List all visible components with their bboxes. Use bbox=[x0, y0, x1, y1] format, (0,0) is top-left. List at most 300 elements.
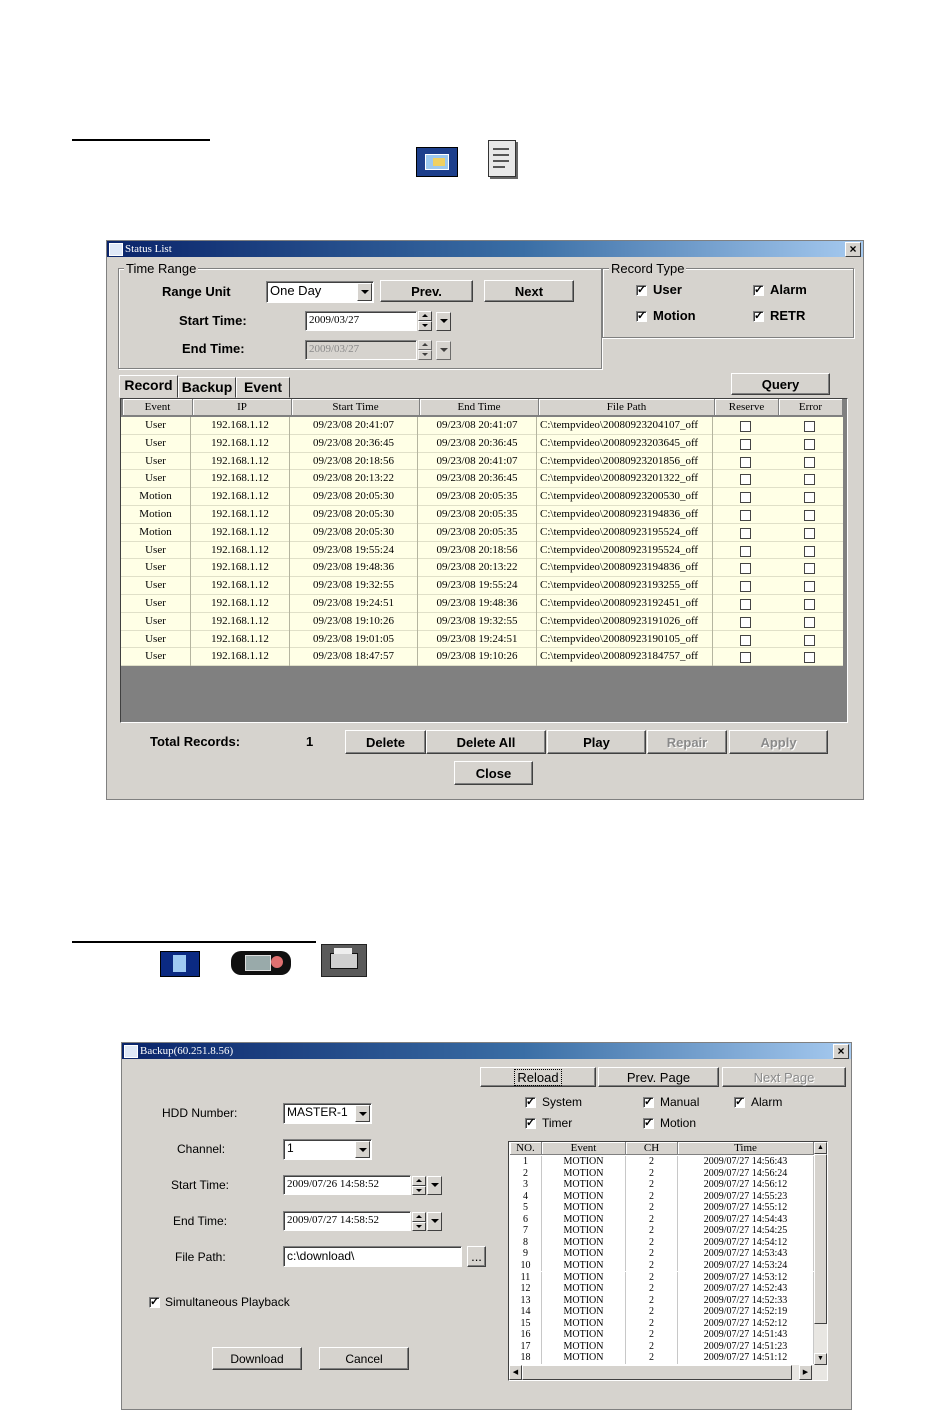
list-cell: 8 bbox=[510, 1237, 542, 1249]
table-cell: 192.168.1.12 bbox=[191, 488, 290, 506]
list-cell: 2009/07/27 14:53:24 bbox=[678, 1260, 814, 1272]
col-file-path[interactable]: File Path bbox=[539, 399, 715, 416]
list-cell: 2 bbox=[510, 1168, 542, 1180]
apply-button[interactable]: Apply bbox=[729, 730, 828, 754]
table-row[interactable] bbox=[121, 577, 843, 595]
list-cell: 2009/07/27 14:56:43 bbox=[678, 1156, 814, 1168]
list-cell: 2009/07/27 14:52:33 bbox=[678, 1295, 814, 1307]
table-cell: C:\tempvideo\20080923192451_off bbox=[537, 595, 713, 613]
total-records-label: Total Records: bbox=[150, 734, 241, 749]
list-cell: 2 bbox=[626, 1225, 678, 1237]
reserve-checkbox[interactable] bbox=[740, 563, 751, 574]
table-cell: C:\tempvideo\20080923191026_off bbox=[537, 613, 713, 631]
status-list-window bbox=[106, 240, 864, 800]
list-item[interactable] bbox=[509, 1352, 814, 1364]
error-checkbox[interactable] bbox=[804, 617, 815, 628]
backup-title: Backup(60.251.8.56) bbox=[140, 1045, 234, 1057]
list-item[interactable] bbox=[509, 1214, 814, 1226]
table-cell: 09/23/08 20:13:22 bbox=[290, 470, 418, 488]
scroll-thumb[interactable] bbox=[814, 1154, 827, 1324]
backup-start-time-spinner[interactable] bbox=[412, 1176, 426, 1195]
reserve-checkbox[interactable] bbox=[740, 474, 751, 485]
table-cell: 09/23/08 20:41:07 bbox=[418, 453, 537, 471]
table-row[interactable] bbox=[121, 453, 843, 471]
end-time-spinner bbox=[418, 340, 432, 360]
list-cell: MOTION bbox=[542, 1191, 626, 1203]
backup-motion-checkbox-label: Motion bbox=[660, 1116, 697, 1130]
close-icon[interactable]: × bbox=[833, 1044, 849, 1059]
table-cell: 192.168.1.12 bbox=[191, 613, 290, 631]
list-item[interactable] bbox=[509, 1168, 814, 1180]
simultaneous-playback-label: Simultaneous Playback bbox=[165, 1295, 290, 1309]
table-cell: 09/23/08 20:41:07 bbox=[418, 417, 537, 435]
table-cell: 09/23/08 20:05:35 bbox=[418, 506, 537, 524]
table-cell: 09/23/08 19:55:24 bbox=[418, 577, 537, 595]
section-underline-2 bbox=[72, 941, 316, 943]
list-cell: MOTION bbox=[542, 1202, 626, 1214]
list-cell: 2009/07/27 14:52:19 bbox=[678, 1306, 814, 1318]
list-cell: 2009/07/27 14:52:12 bbox=[678, 1318, 814, 1330]
reserve-checkbox[interactable] bbox=[740, 492, 751, 503]
table-cell: 192.168.1.12 bbox=[191, 595, 290, 613]
table-cell: User bbox=[121, 417, 191, 435]
table-cell: Motion bbox=[121, 506, 191, 524]
list-cell: MOTION bbox=[542, 1156, 626, 1168]
chevron-down-icon[interactable] bbox=[355, 1141, 370, 1158]
table-cell: 09/23/08 19:48:36 bbox=[418, 595, 537, 613]
end-time-label: End Time: bbox=[182, 341, 245, 356]
scroll-right-icon[interactable]: ▶ bbox=[799, 1365, 812, 1380]
table-cell: 09/23/08 20:05:30 bbox=[290, 488, 418, 506]
table-cell: 09/23/08 19:01:05 bbox=[290, 631, 418, 649]
hdd-number-label: HDD Number: bbox=[162, 1106, 238, 1120]
record-table bbox=[120, 398, 848, 723]
scroll-left-icon[interactable]: ◀ bbox=[509, 1365, 522, 1380]
end-time-field: 2009/03/27 bbox=[305, 340, 417, 360]
delete-button[interactable]: Delete bbox=[345, 730, 426, 754]
col-error[interactable]: Error bbox=[779, 399, 843, 416]
table-cell: 09/23/08 20:36:45 bbox=[290, 435, 418, 453]
backup-titlebar bbox=[122, 1043, 851, 1059]
col-no[interactable]: NO. bbox=[510, 1142, 542, 1155]
table-row[interactable] bbox=[121, 470, 843, 488]
list-cell: 2 bbox=[626, 1341, 678, 1353]
table-row[interactable] bbox=[121, 542, 843, 560]
manual-checkbox[interactable]: ✓ bbox=[644, 1096, 654, 1108]
window-icon bbox=[109, 243, 123, 256]
window-icon bbox=[124, 1045, 138, 1058]
table-cell: User bbox=[121, 577, 191, 595]
list-cell: MOTION bbox=[542, 1318, 626, 1330]
list-cell: 2 bbox=[626, 1237, 678, 1249]
table-cell: 09/23/08 18:47:57 bbox=[290, 648, 418, 666]
list-cell: 2 bbox=[626, 1179, 678, 1191]
list-cell: MOTION bbox=[542, 1329, 626, 1341]
table-cell: C:\tempvideo\20080923190105_off bbox=[537, 631, 713, 649]
scroll-up-icon[interactable]: ▲ bbox=[814, 1142, 827, 1154]
backup-alarm-checkbox-label: Alarm bbox=[751, 1095, 783, 1109]
list-item[interactable] bbox=[509, 1283, 814, 1295]
manual-checkbox-label: Manual bbox=[660, 1095, 700, 1109]
reload-button[interactable]: Reload bbox=[480, 1067, 596, 1087]
retr-checkbox-label: RETR bbox=[770, 308, 806, 323]
list-item[interactable] bbox=[509, 1202, 814, 1214]
list-cell: 2 bbox=[626, 1329, 678, 1341]
printer-icon bbox=[321, 944, 367, 977]
list-item[interactable] bbox=[509, 1295, 814, 1307]
table-row[interactable] bbox=[121, 417, 843, 435]
table-cell: Motion bbox=[121, 488, 191, 506]
table-cell: 09/23/08 20:36:45 bbox=[418, 435, 537, 453]
table-cell: User bbox=[121, 453, 191, 471]
list-cell: 2 bbox=[626, 1295, 678, 1307]
table-cell: 192.168.1.12 bbox=[191, 648, 290, 666]
table-cell: 192.168.1.12 bbox=[191, 559, 290, 577]
time-range-label: Time Range bbox=[126, 261, 197, 276]
table-cell: 09/23/08 19:24:51 bbox=[418, 631, 537, 649]
col-backup-event[interactable]: Event bbox=[542, 1142, 626, 1155]
list-cell: 2 bbox=[626, 1352, 678, 1364]
list-cell: 4 bbox=[510, 1191, 542, 1203]
list-cell: 2009/07/27 14:54:25 bbox=[678, 1225, 814, 1237]
reserve-checkbox[interactable] bbox=[740, 510, 751, 521]
reserve-checkbox[interactable] bbox=[740, 635, 751, 646]
retr-checkbox[interactable]: ✓ bbox=[754, 310, 764, 322]
table-cell: 09/23/08 20:18:56 bbox=[418, 542, 537, 560]
record-type-group bbox=[602, 268, 854, 338]
list-cell: 2 bbox=[626, 1306, 678, 1318]
list-cell: 2 bbox=[626, 1260, 678, 1272]
error-checkbox[interactable] bbox=[804, 421, 815, 432]
tab-event[interactable]: Event bbox=[236, 377, 290, 398]
list-cell: 2009/07/27 14:51:43 bbox=[678, 1329, 814, 1341]
table-row[interactable] bbox=[121, 595, 843, 613]
table-row[interactable] bbox=[121, 559, 843, 577]
table-row[interactable] bbox=[121, 613, 843, 631]
start-time-dropdown[interactable] bbox=[436, 312, 451, 331]
error-checkbox[interactable] bbox=[804, 635, 815, 646]
list-item[interactable] bbox=[509, 1191, 814, 1203]
table-cell: 192.168.1.12 bbox=[191, 542, 290, 560]
table-cell: Motion bbox=[121, 524, 191, 542]
list-cell: 2009/07/27 14:52:43 bbox=[678, 1283, 814, 1295]
table-cell: 09/23/08 20:05:30 bbox=[290, 524, 418, 542]
list-cell: MOTION bbox=[542, 1260, 626, 1272]
start-time-field[interactable]: 2009/03/27 bbox=[305, 311, 417, 331]
backup-start-time-dropdown[interactable] bbox=[427, 1176, 442, 1195]
list-cell: MOTION bbox=[542, 1248, 626, 1260]
error-checkbox[interactable] bbox=[804, 581, 815, 592]
table-cell: 192.168.1.12 bbox=[191, 506, 290, 524]
table-cell: C:\tempvideo\20080923195524_off bbox=[537, 524, 713, 542]
system-checkbox[interactable]: ✓ bbox=[526, 1096, 536, 1108]
browse-button[interactable]: ... bbox=[467, 1246, 486, 1267]
vertical-scrollbar[interactable] bbox=[814, 1142, 827, 1365]
list-cell: MOTION bbox=[542, 1352, 626, 1364]
table-cell: 09/23/08 20:05:30 bbox=[290, 506, 418, 524]
prev-page-button[interactable]: Prev. Page bbox=[598, 1067, 719, 1087]
reserve-checkbox[interactable] bbox=[740, 581, 751, 592]
list-cell: 2 bbox=[626, 1214, 678, 1226]
film-icon bbox=[160, 951, 200, 977]
end-time-dropdown bbox=[436, 341, 451, 360]
list-cell: MOTION bbox=[542, 1168, 626, 1180]
file-path-field[interactable]: c:\download\ bbox=[283, 1246, 462, 1267]
table-cell: C:\tempvideo\20080923200530_off bbox=[537, 488, 713, 506]
table-cell: User bbox=[121, 648, 191, 666]
list-cell: 1 bbox=[510, 1156, 542, 1168]
table-row[interactable] bbox=[121, 648, 843, 666]
table-cell: 09/23/08 20:13:22 bbox=[418, 559, 537, 577]
next-button[interactable]: Next bbox=[484, 280, 574, 302]
table-cell: 09/23/08 20:36:45 bbox=[418, 470, 537, 488]
alarm-checkbox[interactable]: ✓ bbox=[754, 284, 764, 296]
section-underline-1 bbox=[72, 139, 210, 141]
table-cell: 09/23/08 19:32:55 bbox=[418, 613, 537, 631]
table-cell: 192.168.1.12 bbox=[191, 417, 290, 435]
list-cell: MOTION bbox=[542, 1237, 626, 1249]
list-cell: 15 bbox=[510, 1318, 542, 1330]
backup-alarm-checkbox[interactable]: ✓ bbox=[735, 1096, 745, 1108]
status-list-titlebar bbox=[107, 241, 863, 257]
tab-backup[interactable]: Backup bbox=[178, 377, 236, 398]
table-cell: C:\tempvideo\20080923204107_off bbox=[537, 417, 713, 435]
table-cell: C:\tempvideo\20080923194836_off bbox=[537, 506, 713, 524]
list-cell: 2 bbox=[626, 1283, 678, 1295]
list-cell: 2009/07/27 14:56:12 bbox=[678, 1179, 814, 1191]
list-item[interactable] bbox=[509, 1156, 814, 1168]
table-cell: 192.168.1.12 bbox=[191, 435, 290, 453]
backup-table-header bbox=[509, 1142, 827, 1155]
reserve-checkbox[interactable] bbox=[740, 617, 751, 628]
error-checkbox[interactable] bbox=[804, 599, 815, 610]
table-cell: 192.168.1.12 bbox=[191, 577, 290, 595]
list-cell: 2009/07/27 14:51:23 bbox=[678, 1341, 814, 1353]
col-end-time[interactable]: End Time bbox=[420, 399, 539, 416]
repair-button[interactable]: Repair bbox=[647, 730, 727, 754]
list-cell: 2 bbox=[626, 1248, 678, 1260]
table-cell: User bbox=[121, 435, 191, 453]
error-checkbox[interactable] bbox=[804, 492, 815, 503]
start-time-label: Start Time: bbox=[179, 313, 247, 328]
alarm-checkbox-label: Alarm bbox=[770, 282, 807, 297]
range-unit-label: Range Unit bbox=[162, 284, 231, 299]
reserve-checkbox[interactable] bbox=[740, 421, 751, 432]
total-records-value: 1 bbox=[306, 734, 314, 749]
table-cell: 09/23/08 19:24:51 bbox=[290, 595, 418, 613]
error-checkbox[interactable] bbox=[804, 474, 815, 485]
table-cell: User bbox=[121, 631, 191, 649]
table-cell: C:\tempvideo\20080923184757_off bbox=[537, 648, 713, 666]
timer-checkbox[interactable]: ✓ bbox=[526, 1117, 536, 1129]
list-cell: MOTION bbox=[542, 1214, 626, 1226]
channel-select[interactable]: 1 bbox=[283, 1139, 372, 1160]
table-cell: C:\tempvideo\20080923201856_off bbox=[537, 453, 713, 471]
system-checkbox-label: System bbox=[542, 1095, 583, 1109]
table-row[interactable] bbox=[121, 506, 843, 524]
list-cell: 13 bbox=[510, 1295, 542, 1307]
backup-end-time-dropdown[interactable] bbox=[427, 1212, 442, 1231]
user-checkbox-label: User bbox=[653, 282, 682, 297]
reserve-checkbox[interactable] bbox=[740, 652, 751, 663]
table-cell: 192.168.1.12 bbox=[191, 470, 290, 488]
error-checkbox[interactable] bbox=[804, 510, 815, 521]
table-cell: 09/23/08 20:05:35 bbox=[418, 524, 537, 542]
error-checkbox[interactable] bbox=[804, 528, 815, 539]
list-cell: 2 bbox=[626, 1168, 678, 1180]
list-cell: 2009/07/27 14:55:23 bbox=[678, 1191, 814, 1203]
list-item[interactable] bbox=[509, 1341, 814, 1353]
table-cell: 192.168.1.12 bbox=[191, 631, 290, 649]
motion-checkbox-label: Motion bbox=[653, 308, 696, 323]
close-button[interactable]: Close bbox=[454, 761, 533, 785]
timer-checkbox-label: Timer bbox=[542, 1116, 573, 1130]
list-cell: 16 bbox=[510, 1329, 542, 1341]
query-button[interactable]: Query bbox=[731, 373, 830, 395]
table-cell: C:\tempvideo\20080923193255_off bbox=[537, 577, 713, 595]
motion-checkbox[interactable]: ✓ bbox=[637, 310, 647, 322]
horizontal-scrollbar[interactable] bbox=[509, 1365, 827, 1380]
table-cell: 192.168.1.12 bbox=[191, 453, 290, 471]
table-cell: 09/23/08 19:10:26 bbox=[418, 648, 537, 666]
reserve-checkbox[interactable] bbox=[740, 439, 751, 450]
table-cell: 09/23/08 19:10:26 bbox=[290, 613, 418, 631]
error-checkbox[interactable] bbox=[804, 563, 815, 574]
hdd-number-select[interactable]: MASTER-1 bbox=[283, 1103, 372, 1124]
backup-end-time-spinner[interactable] bbox=[412, 1212, 426, 1231]
error-checkbox[interactable] bbox=[804, 457, 815, 468]
list-cell: 2 bbox=[626, 1272, 678, 1284]
play-button[interactable]: Play bbox=[547, 730, 646, 754]
record-type-label: Record Type bbox=[611, 261, 685, 276]
list-item[interactable] bbox=[509, 1179, 814, 1191]
list-item[interactable] bbox=[509, 1306, 814, 1318]
table-cell: 09/23/08 19:32:55 bbox=[290, 577, 418, 595]
list-cell: 14 bbox=[510, 1306, 542, 1318]
col-event[interactable]: Event bbox=[123, 399, 193, 416]
list-cell: 2 bbox=[626, 1156, 678, 1168]
cancel-button[interactable]: Cancel bbox=[319, 1347, 409, 1370]
col-reserve[interactable]: Reserve bbox=[715, 399, 779, 416]
list-cell: 2 bbox=[626, 1191, 678, 1203]
start-time-spinner[interactable] bbox=[418, 311, 432, 331]
close-icon[interactable]: × bbox=[845, 242, 861, 257]
reserve-checkbox[interactable] bbox=[740, 457, 751, 468]
list-item[interactable] bbox=[509, 1248, 814, 1260]
list-cell: 2009/07/27 14:54:43 bbox=[678, 1214, 814, 1226]
range-unit-select[interactable]: One Day bbox=[266, 281, 374, 303]
disk-drive-icon bbox=[231, 951, 291, 975]
record-table-header bbox=[121, 399, 847, 416]
next-page-button[interactable]: Next Page bbox=[722, 1067, 846, 1087]
list-item[interactable] bbox=[509, 1225, 814, 1237]
list-item[interactable] bbox=[509, 1237, 814, 1249]
backup-motion-checkbox[interactable]: ✓ bbox=[644, 1117, 654, 1129]
scroll-h-thumb[interactable] bbox=[522, 1365, 792, 1380]
table-cell: 09/23/08 20:05:35 bbox=[418, 488, 537, 506]
prev-button[interactable]: Prev. bbox=[380, 280, 473, 302]
table-cell: 09/23/08 20:18:56 bbox=[290, 453, 418, 471]
list-cell: 17 bbox=[510, 1341, 542, 1353]
table-row[interactable] bbox=[121, 631, 843, 649]
table-cell: User bbox=[121, 542, 191, 560]
table-row[interactable] bbox=[121, 435, 843, 453]
scroll-down-icon[interactable]: ▼ bbox=[814, 1353, 827, 1365]
error-checkbox[interactable] bbox=[804, 652, 815, 663]
channel-label: Channel: bbox=[177, 1142, 226, 1156]
error-checkbox[interactable] bbox=[804, 439, 815, 450]
list-item[interactable] bbox=[509, 1272, 814, 1284]
delete-all-button[interactable]: Delete All bbox=[426, 730, 546, 754]
list-item[interactable] bbox=[509, 1329, 814, 1341]
list-cell: 9 bbox=[510, 1248, 542, 1260]
backup-window bbox=[121, 1042, 852, 1410]
list-cell: 5 bbox=[510, 1202, 542, 1214]
file-path-label: File Path: bbox=[175, 1250, 226, 1264]
table-cell: C:\tempvideo\20080923201322_off bbox=[537, 470, 713, 488]
col-time[interactable]: Time bbox=[678, 1142, 814, 1155]
col-ch[interactable]: CH bbox=[626, 1142, 678, 1155]
list-cell: MOTION bbox=[542, 1295, 626, 1307]
list-cell: 11 bbox=[510, 1272, 542, 1284]
table-cell: C:\tempvideo\20080923203645_off bbox=[537, 435, 713, 453]
table-row[interactable] bbox=[121, 524, 843, 542]
backup-start-time-field[interactable]: 2009/07/26 14:58:52 bbox=[283, 1175, 411, 1195]
document-icon bbox=[488, 140, 516, 177]
list-cell: MOTION bbox=[542, 1225, 626, 1237]
simultaneous-playback-checkbox[interactable]: ✓ bbox=[150, 1296, 160, 1308]
table-cell: 192.168.1.12 bbox=[191, 524, 290, 542]
list-cell: MOTION bbox=[542, 1341, 626, 1353]
chevron-down-icon[interactable] bbox=[355, 1105, 370, 1122]
list-cell: MOTION bbox=[542, 1306, 626, 1318]
list-cell: 3 bbox=[510, 1179, 542, 1191]
backup-end-time-label: End Time: bbox=[173, 1214, 228, 1228]
folder-icon bbox=[416, 147, 458, 177]
reserve-checkbox[interactable] bbox=[740, 528, 751, 539]
list-cell: 2 bbox=[626, 1202, 678, 1214]
table-cell: 09/23/08 20:41:07 bbox=[290, 417, 418, 435]
table-cell: User bbox=[121, 595, 191, 613]
col-start-time[interactable]: Start Time bbox=[292, 399, 420, 416]
table-cell: User bbox=[121, 613, 191, 631]
backup-start-time-label: Start Time: bbox=[171, 1178, 230, 1192]
backup-event-table bbox=[508, 1141, 828, 1381]
reserve-checkbox[interactable] bbox=[740, 546, 751, 557]
list-cell: 2009/07/27 14:55:12 bbox=[678, 1202, 814, 1214]
table-row[interactable] bbox=[121, 488, 843, 506]
list-cell: 2009/07/27 14:54:12 bbox=[678, 1237, 814, 1249]
list-cell: 2009/07/27 14:53:43 bbox=[678, 1248, 814, 1260]
list-cell: 7 bbox=[510, 1225, 542, 1237]
backup-end-time-field[interactable]: 2009/07/27 14:58:52 bbox=[283, 1211, 411, 1231]
list-cell: 2009/07/27 14:51:12 bbox=[678, 1352, 814, 1364]
list-cell: MOTION bbox=[542, 1283, 626, 1295]
user-checkbox[interactable]: ✓ bbox=[637, 284, 647, 296]
table-cell: C:\tempvideo\20080923195524_off bbox=[537, 542, 713, 560]
list-cell: 10 bbox=[510, 1260, 542, 1272]
download-button[interactable]: Download bbox=[212, 1347, 302, 1370]
col-ip[interactable]: IP bbox=[193, 399, 292, 416]
chevron-down-icon[interactable] bbox=[357, 283, 372, 301]
tab-record[interactable]: Record bbox=[119, 375, 178, 398]
list-item[interactable] bbox=[509, 1260, 814, 1272]
reserve-checkbox[interactable] bbox=[740, 599, 751, 610]
list-cell: 2009/07/27 14:56:24 bbox=[678, 1168, 814, 1180]
list-cell: 12 bbox=[510, 1283, 542, 1295]
error-checkbox[interactable] bbox=[804, 546, 815, 557]
list-item[interactable] bbox=[509, 1318, 814, 1330]
